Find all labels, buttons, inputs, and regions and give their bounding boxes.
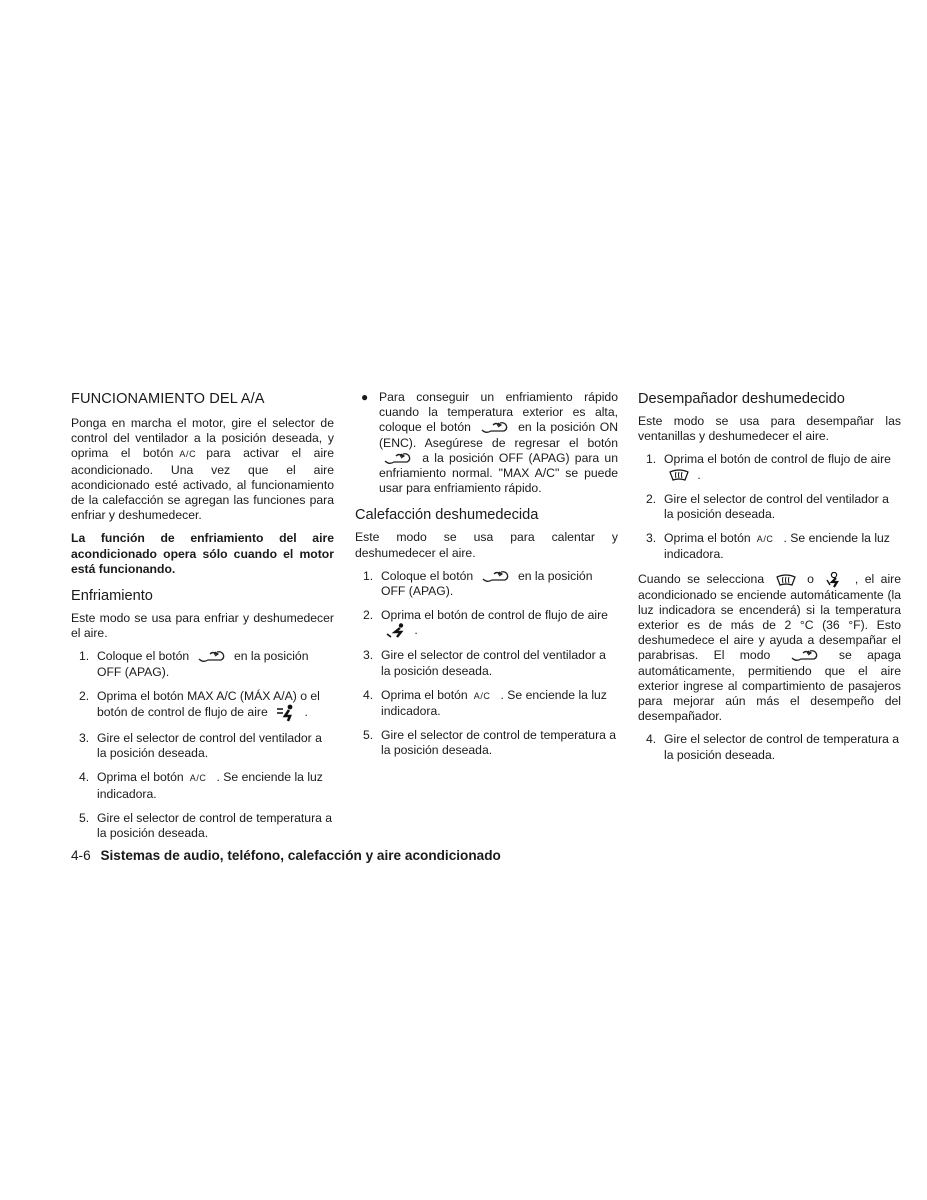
intro-paragraph: Ponga en marcha el motor, gire el selector de control del ventilador a la posición deseada, y oprima el botón A/C para activar el aire acondicionado. Una vez que el aire acondicionado esté activado, al funcionamiento de la calefacción se agregan las funciones para enfriar y deshumedecer. xyxy=(71,416,334,523)
ac-button-icon: A/C xyxy=(189,773,207,784)
tip-list xyxy=(355,390,618,496)
heating-intro: Este modo se usa para calentar y deshumedecer el aire. xyxy=(355,530,618,560)
defrost-steps-continued xyxy=(638,732,901,762)
list-item: 3. Oprima el botón A/C . Se enciende la luz indicadora. xyxy=(646,531,890,562)
heating-steps xyxy=(355,569,618,759)
list-item: 3. Gire el selector de control del ventilador a la posición deseada. xyxy=(79,731,322,761)
column-1 xyxy=(71,390,334,850)
warning-note: La función de enfriamiento del aire acondicionado opera sólo cuando el motor está funcionando. xyxy=(71,531,334,576)
foot-defrost-icon xyxy=(824,572,844,588)
cooling-steps xyxy=(71,649,334,841)
list-item: 5. Gire el selector de control de temperatura a la posición deseada. xyxy=(79,810,333,841)
recirculation-icon xyxy=(480,421,510,435)
ac-button-icon: A/C xyxy=(473,690,491,701)
defroster-icon xyxy=(668,468,690,482)
page-footer xyxy=(71,848,501,864)
recirculation-icon xyxy=(790,649,820,663)
defrost-steps xyxy=(638,452,901,562)
ac-button-icon: A/C xyxy=(756,534,774,545)
ac-button-icon: A/C xyxy=(179,449,197,460)
cooling-intro: Este modo se usa para enfriar y deshumedecer el aire. xyxy=(71,611,334,641)
defrost-intro: Este modo se usa para desempañar las ventanillas y deshumedecer el aire. xyxy=(638,414,901,444)
defroster-icon xyxy=(775,573,797,587)
foot-vent-icon xyxy=(385,623,407,639)
column-3 xyxy=(638,390,901,772)
list-item: ● Para conseguir un enfriamiento rápido cuando la temperatura exterior es alta, coloque el botón en la posición ON (ENC). Asegúrese de regresar el botón a la posición OFF (APAG) para un enfriamiento normal. "MAX A/C" se puede usar para enfriamiento rápido. xyxy=(361,390,618,496)
list-item: 5. Gire el selector de control de temperatura a la posición deseada. xyxy=(363,728,617,758)
recirculation-icon xyxy=(481,570,511,584)
list-item: 4. Oprima el botón A/C . Se enciende la luz indicadora. xyxy=(79,770,323,801)
list-item: 1. Coloque el botón en la posición OFF (APAG). xyxy=(79,649,309,679)
list-item: 1. Oprima el botón de control de flujo de aire . xyxy=(646,452,891,482)
list-item: 4. Oprima el botón A/C . Se enciende la luz indicadora. xyxy=(363,687,607,719)
list-item: 3. Gire el selector de control del ventilador a la posición deseada. xyxy=(363,648,606,678)
list-item: 1. Coloque el botón en la posición OFF (APAG). xyxy=(363,568,593,599)
list-item: 2. Gire el selector de control del ventilador a la posición deseada. xyxy=(646,491,889,522)
face-vent-icon xyxy=(275,704,297,722)
subheading-dehumidified-defrost: Desempañador deshumedecido xyxy=(638,391,845,407)
chapter-title: Sistemas de audio, teléfono, calefacción y aire acondicionado xyxy=(100,848,501,863)
subheading-cooling: Enfriamiento xyxy=(71,588,153,605)
list-item: 2. Oprima el botón MAX A/C (MÁX A/A) o el botón de control de flujo de aire . xyxy=(71,689,334,722)
defrost-paragraph: Cuando se selecciona o , el aire acondicionado se enciende automáticamente (la luz indicadora se encenderá) si la temperatura exterior es de más de 2 °C (36 °F). Esto deshumedece el aire y ayuda a desempañar el parabrisas. El modo se apaga automáticamente, permitiendo que el aire exterior ingrese al compartimiento de pasajeros para mejorar aún más el desempeño del desempañador. xyxy=(638,571,902,724)
list-item: 4. Gire el selector de control de temperatura a la posición deseada. xyxy=(646,732,900,762)
subheading-dehumidified-heating: Calefacción deshumedecida xyxy=(355,507,539,524)
page-number: 4-6 xyxy=(71,848,91,863)
column-2 xyxy=(355,390,618,768)
recirculation-icon xyxy=(383,452,413,466)
bullet-icon: ● xyxy=(361,390,369,404)
list-item: 2. Oprima el botón de control de flujo de aire . xyxy=(363,608,608,638)
section-heading: FUNCIONAMIENTO DEL A/A xyxy=(71,391,265,407)
recirculation-icon xyxy=(197,650,227,664)
